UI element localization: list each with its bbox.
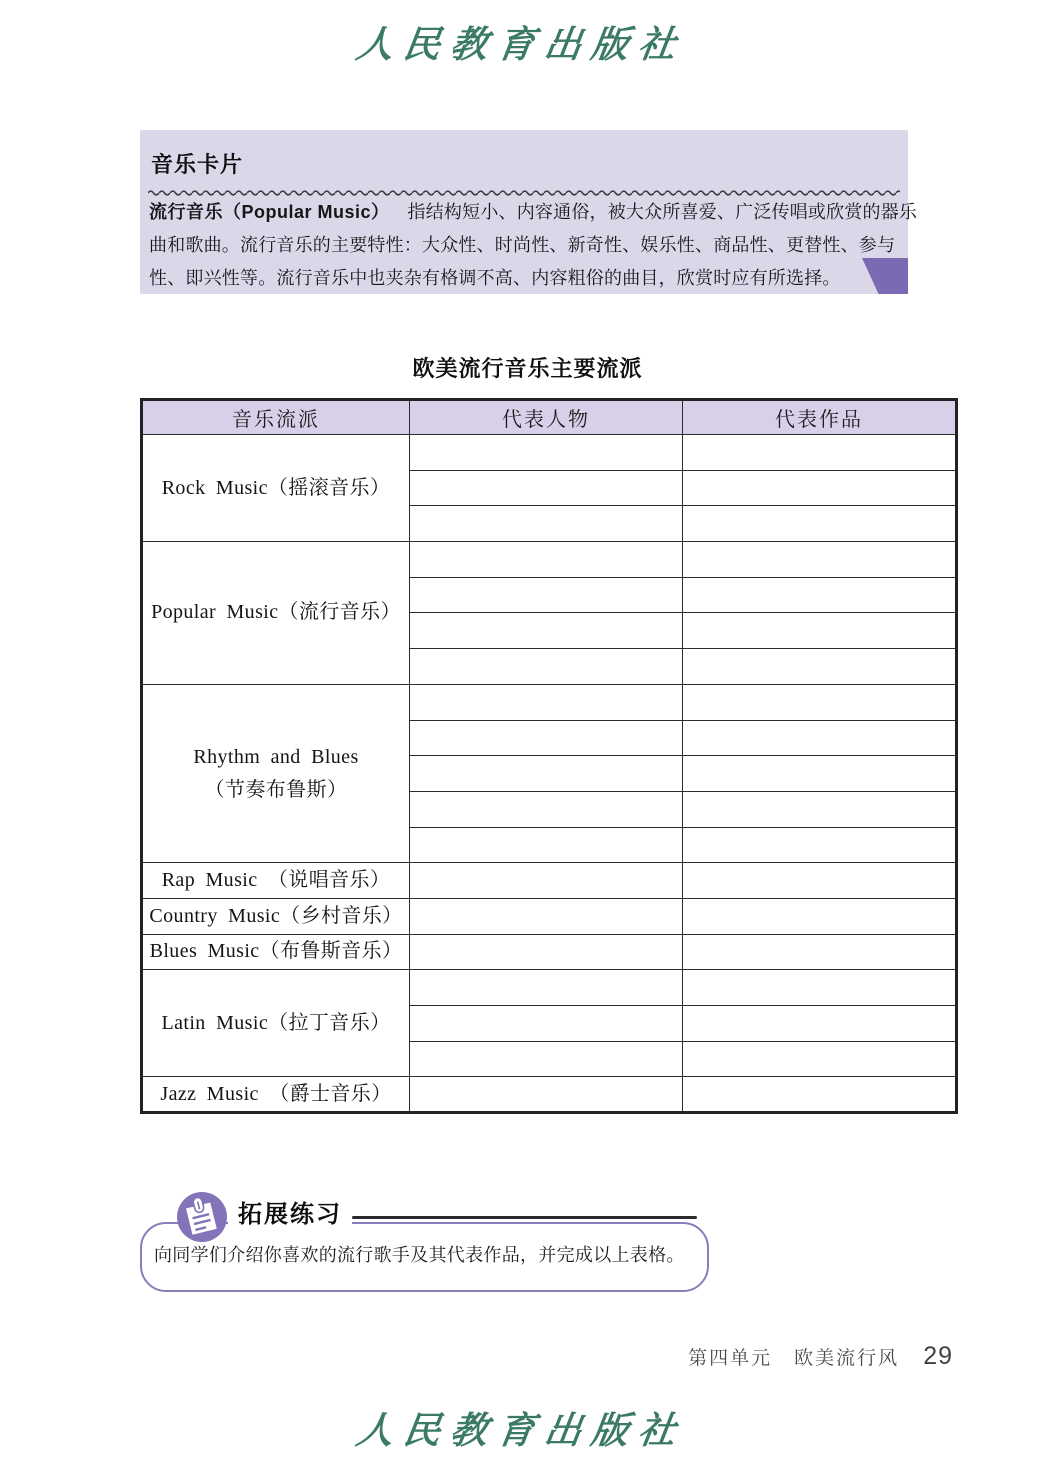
exercise-instruction: 向同学们介绍你喜欢的流行歌手及其代表作品，并完成以上表格。 [154,1245,685,1265]
person-cell [410,649,683,685]
footer-unit: 第四单元 [688,1348,773,1369]
table-row [142,1077,957,1113]
work-cell [683,470,957,506]
work-cell [683,1006,957,1042]
work-cell [683,1041,957,1077]
work-cell [683,649,957,685]
work-cell [683,863,957,899]
table-row [142,863,957,899]
work-cell [683,435,957,471]
genre-cell [142,1077,410,1113]
genre-cell [142,934,410,970]
publisher-calligraphy-top: 人民教育出版社 [353,22,689,66]
person-cell [410,1077,683,1113]
genre-table [140,398,958,1114]
card-text-segment: 指结构短小、内容通俗，被大众所喜爱、广泛传唱或欣赏的器乐 [407,202,918,222]
person-cell [410,756,683,792]
person-cell [410,1041,683,1077]
music-card-title: 音乐卡片 [151,152,244,177]
person-cell [410,720,683,756]
table-row [142,435,957,471]
publisher-calligraphy-bottom: 人民教育出版社 [353,1408,689,1452]
person-cell [410,1006,683,1042]
music-card-text [149,196,918,295]
table-row [142,542,957,578]
table-row [142,934,957,970]
exercise-rule-line [352,1216,697,1219]
table-header-row [142,400,957,435]
page-footer [688,1342,953,1371]
card-text-line [149,196,918,229]
person-cell [410,791,683,827]
work-cell [683,720,957,756]
genre-label: Latin Music（拉丁音乐） [161,1011,391,1034]
person-cell [410,506,683,542]
person-cell [410,827,683,863]
column-header-person: 代表人物 [410,400,683,435]
table-title: 欧美流行音乐主要流派 [412,356,643,381]
genre-label: Jazz Music （爵士音乐） [160,1082,392,1105]
person-cell [410,970,683,1006]
work-cell [683,542,957,578]
table-row [142,898,957,934]
work-cell [683,577,957,613]
genre-label: Country Music（乡村音乐） [149,904,403,927]
person-cell [410,613,683,649]
person-cell [410,577,683,613]
genre-cell [142,863,410,899]
work-cell [683,791,957,827]
person-cell [410,934,683,970]
genre-cell [142,435,410,542]
column-header-work: 代表作品 [683,400,957,435]
wavy-divider-line [148,188,900,196]
genre-sublabel: （节奏布鲁斯） [204,778,348,801]
footer-section-title: 欧美流行风 [794,1348,900,1369]
work-cell [683,970,957,1006]
genre-label: Rock Music（摇滚音乐） [161,476,391,499]
genre-label: Rap Music （说唱音乐） [161,869,391,892]
person-cell [410,470,683,506]
genre-cell [142,970,410,1077]
work-cell [683,506,957,542]
work-cell [683,827,957,863]
genre-label: Blues Music（布鲁斯音乐） [149,940,403,963]
genre-cell [142,898,410,934]
table-row [142,684,957,720]
person-cell [410,863,683,899]
person-cell [410,435,683,471]
page-number: 29 [923,1342,953,1370]
music-card [140,130,918,294]
genre-label: Rhythm and Blues [193,745,359,768]
table-row [142,970,957,1006]
genre-cell [142,542,410,685]
card-text-line: 性、即兴性等。流行音乐中也夹杂有格调不高、内容粗俗的曲目，欣赏时应有所选择。 [149,268,841,288]
work-cell [683,613,957,649]
genre-label: Popular Music（流行音乐） [151,601,401,624]
column-header-genre: 音乐流派 [142,400,410,435]
work-cell [683,898,957,934]
person-cell [410,542,683,578]
genre-cell [142,684,410,862]
work-cell [683,934,957,970]
person-cell [410,684,683,720]
work-cell [683,684,957,720]
card-lead-term: 流行音乐（Popular Music） [149,202,390,222]
exercise-title: 拓展练习 [228,1200,352,1230]
work-cell [683,1077,957,1113]
work-cell [683,756,957,792]
note-icon [176,1191,228,1243]
person-cell [410,898,683,934]
card-text-line: 曲和歌曲。流行音乐的主要特性：大众性、时尚性、新奇性、娱乐性、商品性、更替性、参与 [149,235,896,255]
